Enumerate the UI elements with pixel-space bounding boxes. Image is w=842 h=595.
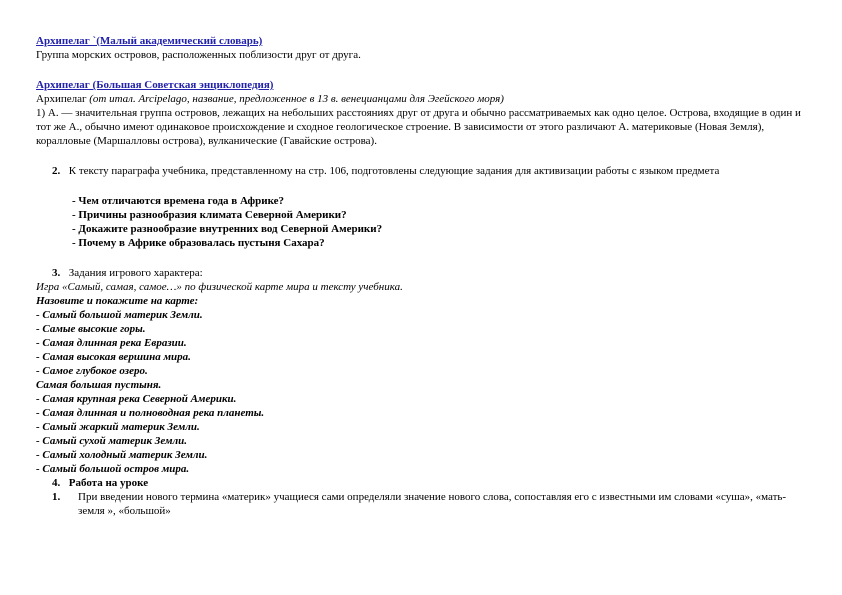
section3-heading: Задания игрового характера: [68,267,203,279]
section2-question: - Докажите разнообразие внутренних вод Северной Америки? [72,223,383,235]
section2-text: К тексту параграфа учебника, представленному на стр. 106, подготовлены следующие задания для активизации работы с языком предмета [68,165,720,177]
entry1-definition: Группа морских островов, расположенных поблизости друг от друга. [36,49,361,61]
entry2-etymology: (от итал. Arcipelago, название, предложенное в 13 в. венецианцами для Эгейского моря) [89,93,504,105]
section4-subitem [36,490,806,518]
section3-item: - Самый жаркий материк Земли. [36,421,200,433]
entry2-title-link[interactable]: Архипелаг (Большая Советская энциклопедия) [36,79,274,91]
section3-item: - Самая длинная и полноводная река планеты. [36,407,265,419]
section3-instruction: Назовите и покажите на карте: [36,295,199,307]
section3-game: Игра «Самый, самая, самое…» по физической карте мира и тексту учебника. [36,281,403,293]
document-page [36,34,806,518]
section4-sub-text: При введении нового термина «материк» учащиеся сами определяли значение нового слова, сопоставляя его с известными им словами «суша», «мать-земля », «большой» [78,491,787,517]
section3-item: - Самые высокие горы. [36,323,146,335]
section4-heading: Работа на уроке [68,477,149,489]
section3-number: 3. [52,267,61,279]
section3-item: - Самая длинная река Евразии. [36,337,187,349]
section4-heading-line [36,476,806,490]
entry2-headword: Архипелаг [36,93,90,105]
section2-question: - Почему в Африке образовалась пустыня Сахара? [72,237,325,249]
section3-heading-line [36,266,806,280]
section2-intro [36,164,806,178]
entry1-title-link[interactable]: Архипелаг `(Малый академический словарь) [36,35,263,47]
section4-number: 4. [52,477,61,489]
section3-item: - Самый сухой материк Земли. [36,435,188,447]
section2-question: - Причины разнообразия климата Северной Америки? [72,209,347,221]
section3-item: - Самый холодный материк Земли. [36,449,208,461]
entry2-headline [36,92,806,106]
section2-question: - Чем отличаются времена года в Африке? [72,195,285,207]
entry2-body: 1) А. — значительная группа островов, лежащих на небольших расстояниях друг от друга и обычно рассматриваемых как одно целое. Острова, входящие в один и тот же А., обычно имеют одинаковое происхождение и сходное геологическое строение. В зависимости от этого различают А. материковые (Новая Земля), коралловые (Маршалловы острова), вулканические (Гавайские острова). [36,107,801,147]
section3-item: - Самое глубокое озеро. [36,365,148,377]
section3-item: - Самая высокая вершина мира. [36,351,191,363]
section3-item: - Самая крупная река Северной Америки. [36,393,237,405]
section4-sub-number: 1. [52,491,61,503]
section3-item: - Самый большой материк Земли. [36,309,203,321]
section3-item: Самая большая пустыня. [36,379,162,391]
section3-item: - Самый большой остров мира. [36,463,190,475]
section2-number: 2. [52,165,61,177]
